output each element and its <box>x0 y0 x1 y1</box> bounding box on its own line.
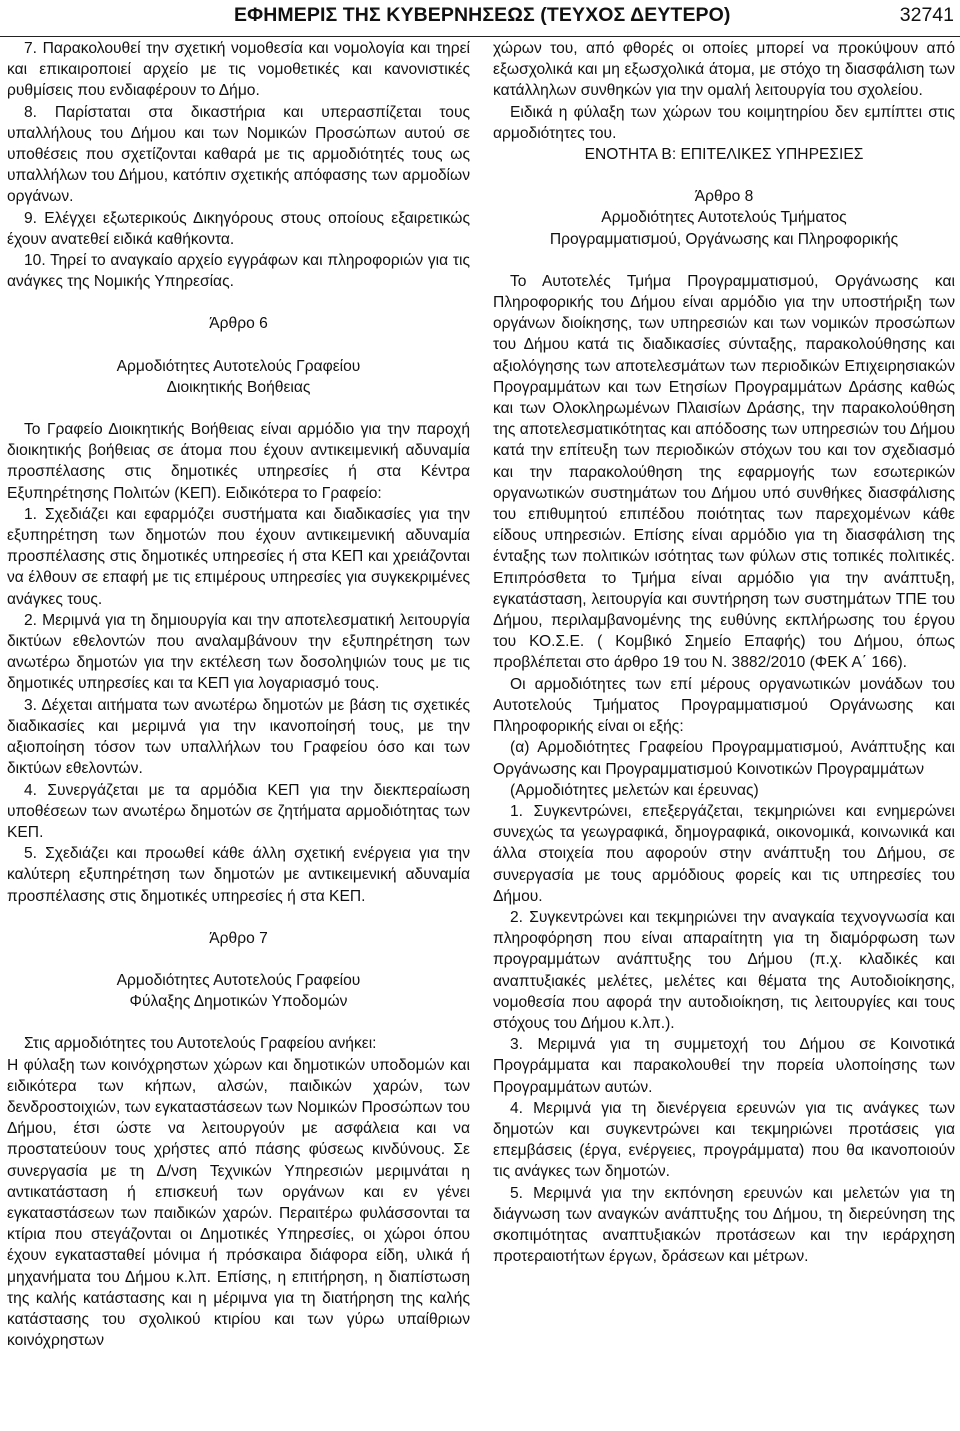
article-8-heading: Άρθρο 8 <box>694 188 754 206</box>
article-8-body: Το Αυτοτελές Τμήμα Προγραμματισμού, Οργάνωσης και Πληροφορικής του Δήμου είναι αρμόδιο για την υποστήριξη των οργάνων διοίκησης, των υπηρεσιών και των νομικών προσώπων του Δήμου κατά τις διαδικασίες σύνταξης, παρακολούθησης και αξιολόγησης των αποτελεσμάτων των περιοδικών Επιχειρησιακών Προγραμμάτων και των Ετησίων Προγραμμάτων Δράσης καθώς και των Ολοκληρωμένων Πλαισίων Δράσης, την παρακολούθηση της αποτελεσματικότητας και απόδοσης των υπηρεσιών του Δήμου κατά την επίτευξη των περιοδικών στόχων του και τον σχεδιασμό και την παρακολούθηση της εφαρμογής των εσωτερικών οργανωτικών συστημάτων του Δήμου υπό συνθήκες διασφάλισης του επιθυμητού επιπέδου ποιότητας των παρεχομένων κάθε είδους υπηρεσιών. Επίσης είναι αρμόδιο για τη διασφάλιση της ένταξης των πολιτικών ισότητας των φύλων στις τοπικές πολιτικές. Επιπρόσθετα το Τμήμα είναι αρμόδιο για την ανάπτυξη, εγκατάσταση, λειτουργία και συντήρηση των συστημάτων ΤΠΕ του Δήμου, περιλαμβανομένης της ευθύνης εκπλήρωσης του έργου του ΚΟ.Σ.Ε. ( Κομβικό Σημείο Επαφής) του Δήμου, όπως προβλέπεται στο άρθρο 19 του Ν. 3882/2010 (ΦΕΚ Α΄ 166). <box>493 272 955 672</box>
right-column <box>493 38 955 1267</box>
article-6-subtitle-1: Αρμοδιότητες Αυτοτελούς Γραφείου <box>116 357 361 375</box>
spacer <box>493 165 955 186</box>
article-6-item-3: 3. Δέχεται αιτήματα των ανωτέρω δημοτών με βάση τις σχετικές διαδικασίες και μεριμνά για την ικανοποίησή τους, με την αξιοποίηση τόσον των υπαλλήλων του Γραφείου όσο και των δικτύων εθελοντών. <box>7 696 470 778</box>
page-header <box>0 0 960 37</box>
paragraph-9: 9. Ελέγχει εξωτερικούς Δικηγόρους στους οποίους εξαιρετικώς έχουν ανατεθεί ειδικά καθήκοντα. <box>7 209 470 248</box>
unit-a-title: (α) Αρμοδιότητες Γραφείου Προγραμματισμού, Ανάπτυξης και Οργάνωσης και Προγραμματισμού Κοινοτικών Προγραμμάτων <box>493 739 955 778</box>
article-6-item-1: 1. Σχεδιάζει και εφαρμόζει συστήματα και διαδικασίες για την εξυπηρέτηση των δημοτών που έχουν αντικειμενική αδυναμία προσπέλασης στις δημοτικές υπηρεσίες ή στα ΚΕΠ και χρειάζονται να έλθουν σε επαφή με τις επιμέρους υπηρεσίες για συγκεκριμένες ανάγκες τους. <box>7 505 470 608</box>
spacer <box>7 335 470 356</box>
units-intro: Οι αρμοδιότητες των επί μέρους οργανωτικών μονάδων του Αυτοτελούς Τμήματος Προγραμματισμού Οργάνωσης και Πληροφορικής είναι οι εξής: <box>493 675 955 736</box>
article-6-intro: Το Γραφείο Διοικητικής Βοήθειας είναι αρμόδιο για την παροχή διοικητικής βοήθειας σε άτομα που έχουν αντικειμενική αδυναμία προσπέλασης στις δημοτικές υπηρεσίες ή στα Κέντρα Εξυπηρέτησης Πολιτών (ΚΕΠ). Ειδικότερα το Γραφείο: <box>7 421 470 502</box>
unit-a-item-3: 3. Μεριμνά για τη συμμετοχή του Δήμου σε Κοινοτικά Προγράμματα και παρακολουθεί την πορεία υλοποίησης των Προγραμμάτων αυτών. <box>493 1036 955 1096</box>
article-7-subtitle-1: Αρμοδιότητες Αυτοτελούς Γραφείου <box>116 971 361 989</box>
article-8-subtitle-2: Προγραμματισμού, Οργάνωσης και Πληροφορικής <box>549 230 899 248</box>
article-6-subtitle-2: Διοικητικής Βοήθειας <box>166 378 311 396</box>
paragraph-8: 8. Παρίσταται στα δικαστήρια και υπερασπίζεται τους υπαλλήλους του Δήμου και των Νομικών Προσώπων αυτού σε υποθέσεις που σχετίζονται καθαρά με τις αρμοδιότητές τους ως υπαλλήλων του Δήμου, κατόπιν σχετικής απόφασης των αρμοδίων οργάνων. <box>7 103 470 206</box>
spacer <box>7 949 470 970</box>
gazette-title: ΕΦΗΜΕΡΙΣ ΤΗΣ ΚΥΒΕΡΝΗΣΕΩΣ (ΤΕΥΧΟΣ ΔΕΥΤΕΡΟ) <box>234 4 731 26</box>
cemetery-note: Ειδικά η φύλαξη των χώρων του κοιμητηρίου δεν εμπίπτει στις αρμοδιότητες του. <box>493 103 955 142</box>
article-6-item-2: 2. Μεριμνά για τη δημιουργία και την αποτελεσματική λειτουργία δικτύων εθελοντών που αναλαμβάνουν την εξυπηρέτηση των ανωτέρω δημοτών για την εκτέλεση των δοσοληψιών τους με τις δημοτικές υπηρεσίες και τα ΚΕΠ για λογαριασμό τους. <box>7 611 470 693</box>
unit-a-item-4: 4. Μεριμνά για τη διενέργεια ερευνών για τις ανάγκες των δημοτών και συγκεντρώνει και τεκμηριώνει προτάσεις για επεμβάσεις (έργα, ενέργειες, προγράμματα) που θα ικανοποιούν τις ανάγκες των δημοτών. <box>493 1099 955 1181</box>
spacer <box>7 398 470 419</box>
article-6-heading: Άρθρο 6 <box>209 315 268 333</box>
spacer <box>7 292 470 313</box>
article-7-body: Η φύλαξη των κοινόχρηστων χώρων και δημοτικών υποδομών και ειδικότερα των κήπων, αλσών, παιδικών χαρών, των δενδροστοιχιών, των εγκαταστάσεων των Νομικών Προσώπων του Δήμου, έτσι ώστε να λειτουργούν με ασφάλεια και να προστατεύουν τους χρήστες από πάσης φύσεως κινδύνους. Σε συνεργασία με τη Δ/νση Τεχνικών Υπηρεσιών μεριμνάται η αντικατάσταση ή επισκευή των οργάνων και εν γένει εγκαταστάσεων των παιδικών χαρών. Περαιτέρω φυλάσσονται τα κτίρια που στεγάζονται οι Δημοτικές Υπηρεσίες, οι χώροι όπου έχουν εγκατασταθεί μόνιμα ή πρόσκαιρα διάφορα είδη, υλικά ή μηχανήματα του Δήμου κ.λπ. Επίσης, η επιτήρηση, η διαπίστωση της καλής κατάστασης και η μέριμνα για τη διατήρηση της καλής κατάστασης του σχολικού κτιρίου και των γύρω υπαίθριων κοινόχρηστων <box>7 1056 470 1350</box>
article-7-heading: Άρθρο 7 <box>209 929 268 947</box>
article-6-item-4: 4. Συνεργάζεται με τα αρμόδια ΚΕΠ για την διεκπεραίωση υποθέσεων των ανωτέρω δημοτών σε ζητήματα αρμοδιότητας των ΚΕΠ. <box>7 781 470 841</box>
article-6-item-5: 5. Σχεδιάζει και προωθεί κάθε άλλη σχετική ενέργεια για την καλύτερη εξυπηρέτηση των δημοτών με αντικειμενική αδυναμία προσπέλασης στις δημοτικές υπηρεσίες ή στα ΚΕΠ. <box>7 845 470 905</box>
article-7-continuation: χώρων του, από φθορές οι οποίες μπορεί να προκύψουν από εξωσχολικά και μη εξωσχολικά άτομα, με στόχο τη διασφάλιση των κατάλληλων συνθηκών για την ομαλή λειτουργία του σχολείου. <box>493 40 955 100</box>
unit-a-item-5: 5. Μεριμνά για την εκπόνηση ερευνών και μελετών για τη διάγνωση των αναγκών ανάπτυξης του Δήμου, τη διερεύνηση της σκοπιμότητας αναπτυξιακών προτάσεων και την ιεράρχηση προτεραιοτήτων έργων, δράσεων και μέτρων. <box>493 1184 955 1266</box>
paragraph-10: 10. Τηρεί το αναγκαίο αρχείο εγγράφων και πληροφοριών για τις ανάγκες της Νομικής Υπηρεσίας. <box>7 252 470 291</box>
article-7-subtitle-2: Φύλαξης Δημοτικών Υποδομών <box>129 993 348 1011</box>
page-number: 32741 <box>899 4 954 26</box>
spacer <box>493 250 955 271</box>
spacer <box>7 907 470 928</box>
spacer <box>7 1012 470 1033</box>
left-column <box>7 38 470 1351</box>
paragraph-7: 7. Παρακολουθεί την σχετική νομοθεσία και νομολογία και τηρεί και επικαιροποιεί αρχείο με τις νομοθετικές και κανονιστικές ρυθμίσεις που ενδιαφέρουν το Δήμο. <box>7 40 470 100</box>
section-b-heading: ΕΝΟΤΗΤΑ Β: ΕΠΙΤΕΛΙΚΕΣ ΥΠΗΡΕΣΙΕΣ <box>584 146 864 164</box>
article-7-intro: Στις αρμοδιότητες του Αυτοτελούς Γραφείου ανήκει: <box>24 1035 377 1053</box>
article-8-subtitle-1: Αρμοδιότητες Αυτοτελούς Τμήματος <box>601 209 847 227</box>
unit-a-item-2: 2. Συγκεντρώνει και τεκμηριώνει την αναγκαία τεχνογνωσία και πληροφόρηση που είναι απαραίτητη για τη διαμόρφωση των προγραμμάτων ανάπτυξης του Δήμου (π.χ. κλαδικές και αναπτυξιακές μελέτες, μελέτες και θέματα της Αυτοδιοίκησης, νομοθεσία που αφορά την αυτοδιοίκηση, τις λειτουργίες και τους στόχους του Δήμου κ.λπ.). <box>493 908 955 1032</box>
unit-a-subtitle: (Αρμοδιότητες μελετών και έρευνας) <box>510 781 759 799</box>
unit-a-item-1: 1. Συγκεντρώνει, επεξεργάζεται, τεκμηριώνει και ενημερώνει συνεχώς τα γεωγραφικά, δημογραφικά, οικονομικά, κοινωνικά και άλλα στοιχεία που αφορούν στην ανάπτυξη του Δήμου, σε συνεργασία με τους αρμόδιους φορείς και τις υπηρεσίες του Δήμου. <box>493 802 955 905</box>
